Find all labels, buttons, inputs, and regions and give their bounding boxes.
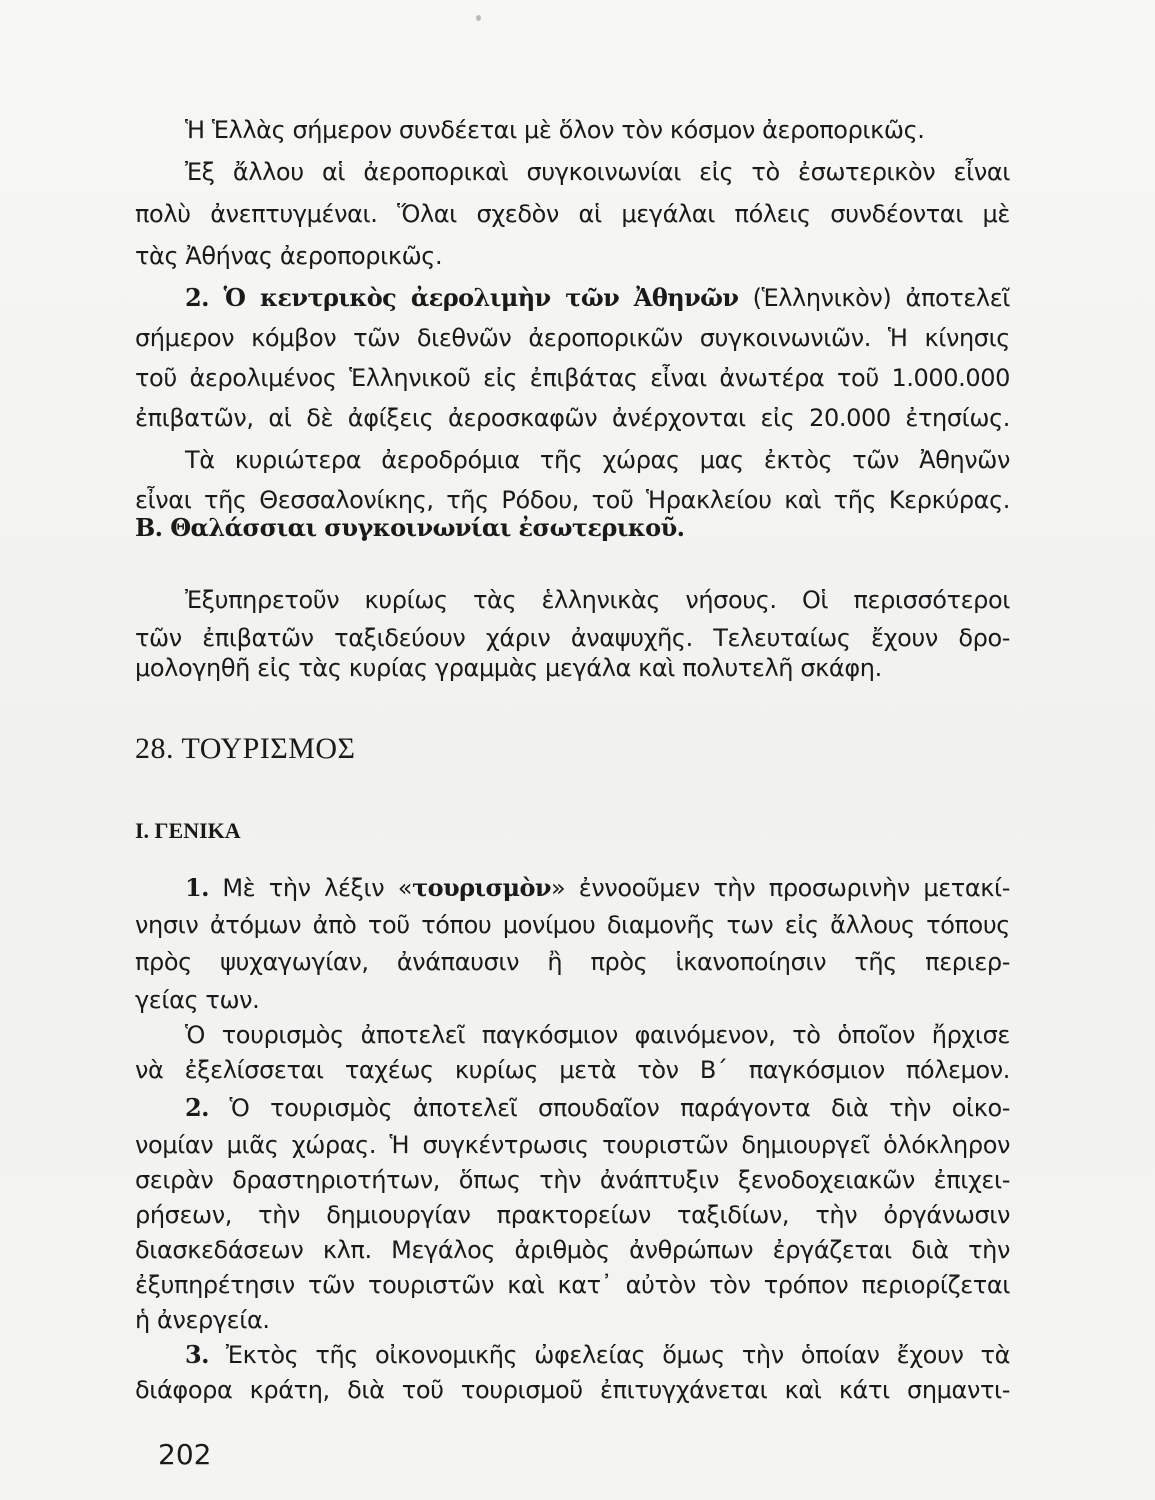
text-segment: γείας των. [135,986,260,1014]
text-line [185,280,1010,316]
text-segment: νομίαν μιᾶς χώρας. Ἡ συγκέντρωσις τουριστῶν δημιουργεῖ ὁλόκληρον [135,1131,1010,1159]
text-line [135,1232,1010,1268]
text-line [185,442,1010,478]
text-segment: πρὸς ψυχαγωγίαν, ἀνάπαυσιν ἢ πρὸς ἱκανοποίησιν τῆς περιερ- [135,948,1010,976]
text-line [135,944,1010,980]
text-line [135,1302,1010,1338]
bold-text: 2. Ὁ κεντρικὸς ἀερολιμὴν τῶν Ἀθηνῶν [185,283,739,312]
bold-text: 1. [185,873,209,902]
text-line [185,154,1010,190]
text-line [135,1052,1010,1088]
bold-text: 2. [185,1093,209,1122]
text-line [135,360,1010,396]
text-segment: Ἐξ ἄλλου αἱ ἀεροπορικαὶ συγκοινωνίαι εἰς τὸ ἐσωτερικὸν εἶναι [185,158,1010,186]
text-segment: ἐπιβατῶν, αἱ δὲ ἀφίξεις ἀεροσκαφῶν ἀνέρχονται εἰς 20.000 ἐτησίως. [135,404,1010,432]
text-segment: νὰ ἐξελίσσεται ταχέως κυρίως μετὰ τὸν Β΄ παγκόσμιον πόλεμον. [135,1056,1010,1084]
text-line [135,907,1010,943]
text-segment: εἶναι τῆς Θεσσαλονίκης, τῆς Ρόδου, τοῦ Ἡρακλείου καὶ τῆς Κερκύρας. [135,486,1010,514]
text-segment: πολὺ ἀνεπτυγμέναι. Ὅλαι σχεδὸν αἱ μεγάλαι πόλεις συνδέονται μὲ [135,200,1010,228]
text-segment: διασκεδάσεων κλπ. Μεγάλος ἀριθμὸς ἀνθρώπων ἐργάζεται διὰ τὴν [135,1236,1010,1264]
text-line [185,1337,1010,1373]
text-segment: τοῦ ἀερολιμένος Ἑλληνικοῦ εἰς ἐπιβάτας εἶναι ἀνωτέρα τοῦ 1.000.000 [135,364,1010,392]
text-segment: Ἡ Ἑλλὰς σήμερον συνδέεται μὲ ὅλον τὸν κόσμον ἀεροπορικῶς. [185,116,925,144]
text-line [135,238,1010,274]
text-line [135,400,1010,436]
text-line [185,1017,1010,1053]
bold-text: 3. [185,1340,209,1369]
text-line [135,650,1010,686]
text-segment: (Ἑλληνικὸν) ἀποτελεῖ [738,284,1010,312]
text-line [135,1127,1010,1163]
chapter-heading: 28. ΤΟΥΡΙΣΜΟΣ [135,732,356,765]
page-number: 202 [158,1438,212,1471]
text-segment: μολογηθῆ εἰς τὰς κυρίας γραμμὰς μεγάλα καὶ πολυτελῆ σκάφη. [135,654,882,682]
text-segment: νησιν ἀτόμων ἀπὸ τοῦ τόπου μονίμου διαμονῆς των εἰς ἄλλους τόπους [135,911,1010,939]
text-segment: σήμερον κόμβον τῶν διεθνῶν ἀεροπορικῶν συγκοινωνιῶν. Ἡ κίνησις [135,324,1010,352]
text-line [185,582,1010,618]
text-segment: ἐξυπηρέτησιν τῶν τουριστῶν καὶ κατ᾽ αὐτὸν τὸν τρόπον περιορίζεται [135,1271,1010,1299]
bold-text: τουρισμὸν [412,873,551,902]
text-segment: » ἐννοοῦμεν τὴν προσωρινὴν μετακί- [550,874,1010,902]
text-line [135,1267,1010,1303]
text-segment: διάφορα κράτη, διὰ τοῦ τουρισμοῦ ἐπιτυγχάνεται καὶ κάτι σημαντι- [135,1376,1010,1404]
text-segment: τῶν ἐπιβατῶν ταξιδεύουν χάριν ἀναψυχῆς. Τελευταίως ἔχουν δρο- [135,624,1010,652]
text-segment: Ὁ τουρισμὸς ἀποτελεῖ παγκόσμιον φαινόμενον, τὸ ὁποῖον ἤρχισε [185,1021,1010,1049]
text-line [135,1162,1010,1198]
text-segment: σειρὰν δραστηριοτήτων, ὅπως τὴν ἀνάπτυξιν ξενοδοχειακῶν ἐπιχει- [135,1166,1010,1194]
text-line [135,196,1010,232]
text-line [135,1197,1010,1233]
text-segment: Μὲ τὴν λέξιν « [208,874,413,902]
text-segment: ἡ ἀνεργεία. [135,1306,270,1334]
text-line [135,1372,1010,1408]
section-heading-b: Β. Θαλάσσιαι συγκοινωνίαι ἐσωτερικοῦ. [135,513,685,542]
text-line [185,870,1010,906]
subsection-heading: Ι. ΓΕΝΙΚΑ [135,818,241,843]
text-line [185,1090,1010,1126]
text-segment: τὰς Ἀθήνας ἀεροπορικῶς. [135,242,443,270]
text-segment: ρήσεων, τὴν δημιουργίαν πρακτορείων ταξιδίων, τὴν ὀργάνωσιν [135,1201,1010,1229]
scan-speck [476,15,481,21]
text-segment: Τὰ κυριώτερα ἀεροδρόμια τῆς χώρας μας ἐκτὸς τῶν Ἀθηνῶν [185,446,1010,474]
text-line [185,112,1010,148]
text-line [135,982,1010,1018]
text-segment: Ὁ τουρισμὸς ἀποτελεῖ σπουδαῖον παράγοντα διὰ τὴν οἰκο- [208,1094,1010,1122]
text-segment: Ἐκτὸς τῆς οἰκονομικῆς ὠφελείας ὅμως τὴν ὁποίαν ἔχουν τὰ [208,1341,1010,1369]
text-line [135,320,1010,356]
text-segment: Ἐξυπηρετοῦν κυρίως τὰς ἑλληνικὰς νήσους. Οἱ περισσότεροι [185,586,1010,614]
